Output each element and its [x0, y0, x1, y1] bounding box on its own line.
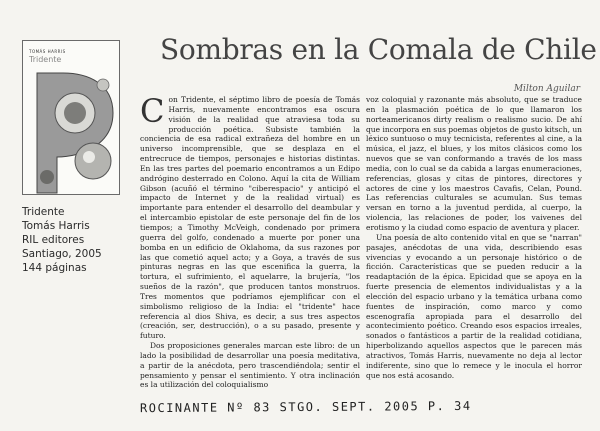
- book-place-year: Santiago, 2005: [22, 248, 102, 260]
- book-publisher: RIL editores: [22, 234, 85, 246]
- cover-illustration: [23, 65, 120, 195]
- paragraph-3: voz coloquial y razonante más absoluto, que se traduce en la plasmación poética de lo que llamaron los norteamericanos dirty realism o realismo sucio. De ahí que incorpora en sus poemas objetos de gusto kitsch, un léxico suntuoso o muy tecnicista, referentes al cine, a la música, el jazz, el blues, y los mitos clásicos como los nuevos que se van conformando a través de los mass media, con lo cual se da cabida a largas enumeraciones, referencias, glosas y citas de pintores, directores y actores de cine y los maestros Cavafis, Celan, Pound. Las referencias culturales se acumulan. Sus temas versan en torno a la juventud perdida, al cuerpo, la violencia, las relaciones de poder, los vaivenes del erotismo y la ciudad como espacio de aventura y placer.: [366, 95, 583, 232]
- paragraph-1-text: on Tridente, el séptimo libro de poesía de Tomás Harris, nuevamente encontramos esa oscura visión de la realidad que atraviesa toda su producción poética. Subsiste también la conciencia de esa radical extrañeza del hombre en un universo incomprensible, que se desplaza en el entrecruce de tiempos, personajes e historias distintas. En las tres partes del poemario encontramos a un Edipo andrógino desterrado en Colono. Aquí la cita de William Gibson (acuñó el término "ciberespacio" y anticipó el impacto de Internet y de la realidad virtual) es importante para entender el desarrollo del deambular y el intercambio epistolar de este personaje del fin de los tiempos; a Timothy McVeigh, condenado por primera guerra del golfo, condenado a muerte por poner una bomba en un edificio de Oklahoma, da sus razones por las que cometió aquel acto; y a Goya, a través de sus pinturas negras en las que escenifica la guerra, la tortura, el sufrimiento, el aquelarre, la brujería, "los sueños de la razón", que producen tantos monstruos. Tres momentos que podríamos ejemplificar con el simbolismo religioso de la India: el "tridente" hace referencia al dios Shiva, es decir, a sus tres aspectos (creación, ser, destrucción), o a su pasado, presente y futuro.: [140, 95, 360, 341]
- book-author: Tomás Harris: [22, 220, 90, 232]
- paragraph-4: Una poesía de alto contenido vital en que se "narran" pasajes, anécdotas de una vida, describiendo esas vivencias y evocando a un personaje histórico o de ficción. Características que se pueden reducir a la readaptación de la épica. Epicidad que se apoya en la fuerte presencia de elementos individualistas y a la elección del espacio urbano y la temática urbana como fuentes de inspiración, como marco y como escenografía apropiada para el desarrollo del acontecimiento poético. Creando esos espacios irreales, sonados o fantásticos a partir de la realidad cotidiana, hiperbolizando aquellos aspectos que le parecen más atractivos, Tomás Harris, nuevamente no deja al lector indiferente, sino que lo remece y le inocula el horror que nos está acosando.: [366, 232, 582, 380]
- cover-author: TOMÁS HARRIS: [29, 49, 66, 54]
- handwritten-source-note: ROCINANTE Nº 83 STGO. SEPT. 2005 P. 34: [139, 398, 472, 416]
- book-pages: 144 páginas: [22, 262, 87, 274]
- book-title: Tridente: [22, 206, 65, 218]
- article-byline: Milton Aguilar: [513, 84, 580, 94]
- drop-cap: C: [140, 92, 165, 130]
- book-cover: [22, 40, 120, 195]
- article-headline: Sombras en la Comala de Chile: [160, 33, 597, 66]
- cover-title: Tridente: [29, 55, 62, 64]
- paragraph-1: [140, 92, 360, 341]
- paragraph-2: Dos proposiciones generales marcan este libro: de un lado la posibilidad de desarrollar una poesía meditativa, a partir de la anécdota, pero trascendiéndola; sentir el pensamiento y pensar el sentimiento. Y otra inclinación es la utilización del coloquialismo: [140, 341, 360, 390]
- article-column-left: [140, 92, 360, 390]
- book-details: [22, 205, 102, 275]
- article-column-right: [366, 95, 582, 380]
